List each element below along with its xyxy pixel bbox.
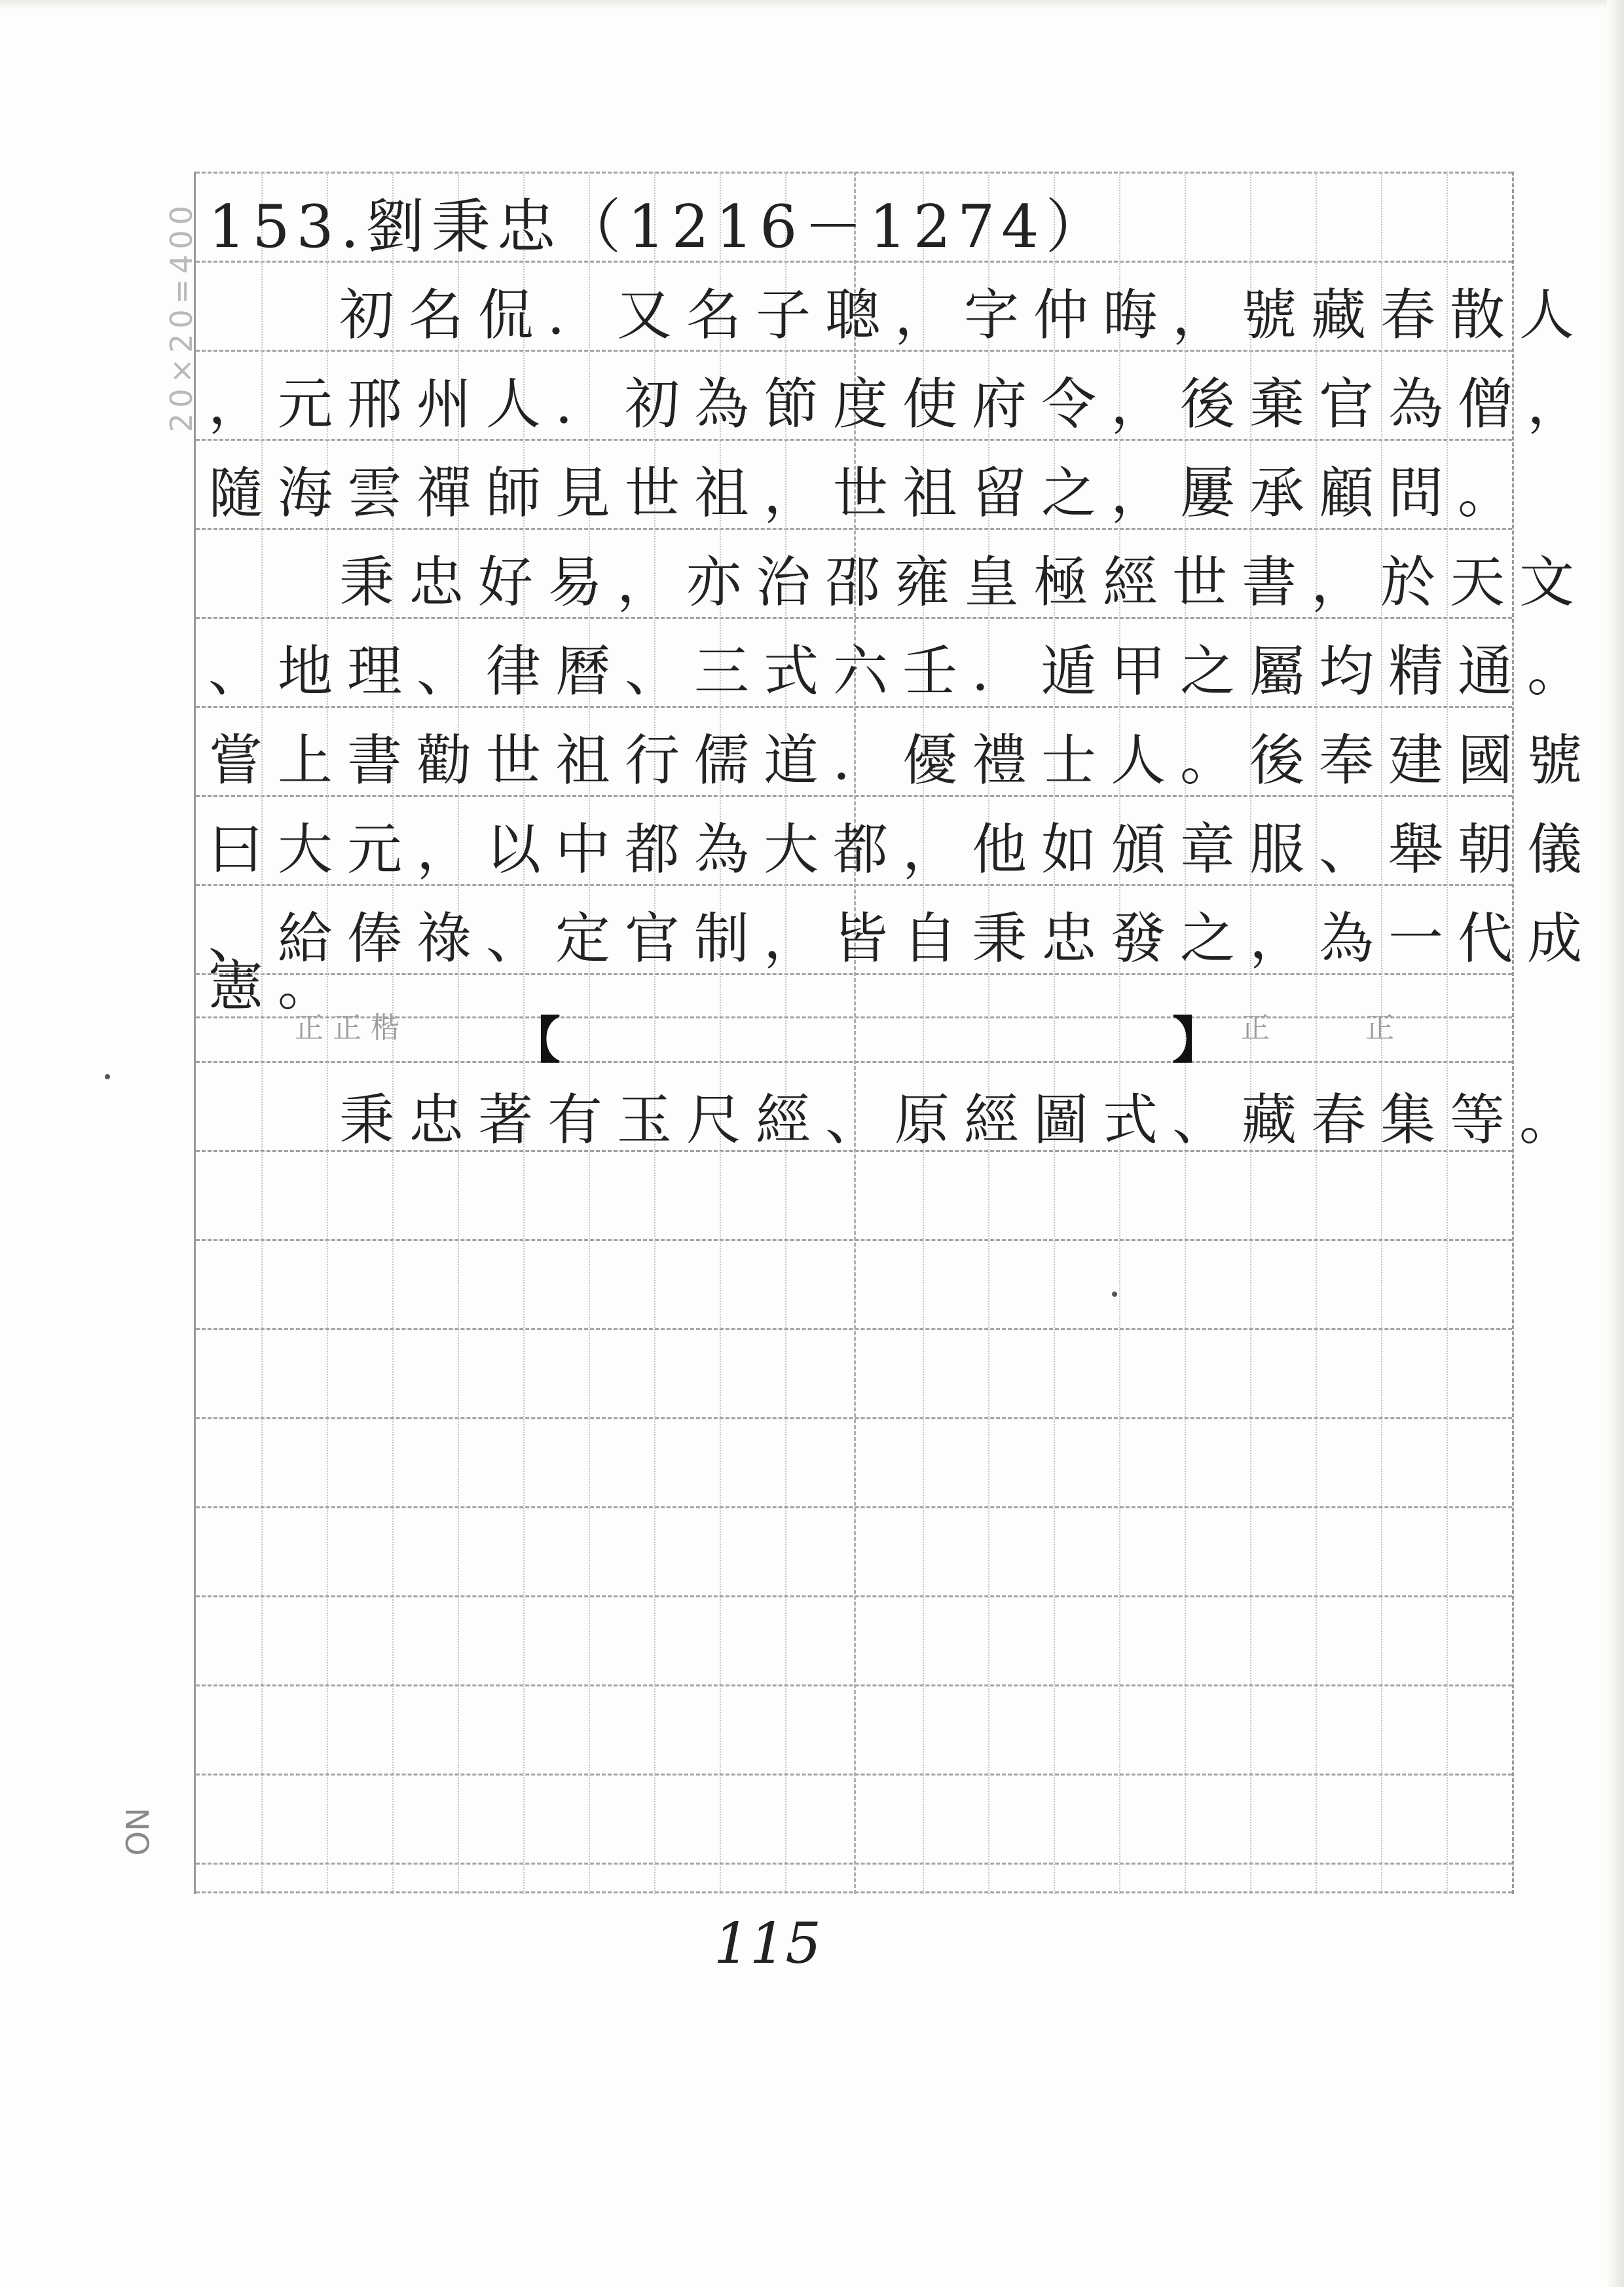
paper-size-code: 20×20=400 xyxy=(164,200,199,432)
text-line-8: 、給俸祿、定官制，皆自秉忠發之，為一代成 xyxy=(208,906,1597,971)
text-line-4: 秉忠好易，亦治邵雍皇極經世書，於天文 xyxy=(339,549,1589,614)
ink-speck xyxy=(1112,1292,1117,1297)
text-line-5: 、地理、律曆、三式六壬．遁甲之屬均精通。 xyxy=(208,639,1597,703)
text-line-3: 隨海雲禪師見世祖，世祖留之，屢承顧問。 xyxy=(208,460,1528,525)
text-line-7: 曰大元，以中都為大都，他如頒章服、舉朝儀 xyxy=(208,817,1597,882)
ink-speck xyxy=(105,1074,110,1079)
scan-edge-right xyxy=(1607,0,1624,2287)
bracket-row-right-note-1: 正 xyxy=(1241,1011,1270,1045)
text-line-1: 初名侃．又名子聰，字仲晦，號藏春散人 xyxy=(339,282,1589,347)
text-line-2: ，元邢州人．初為節度使府令，後棄官為僧， xyxy=(208,371,1597,436)
bracket-row-left-note: 正 正 楷 xyxy=(295,1011,399,1045)
closing-line: 秉忠著有玉尺經、原經圖式、藏春集等。 xyxy=(339,1087,1589,1152)
bracket-row-right-note-2: 正 xyxy=(1365,1011,1394,1045)
entry-title: 153.劉秉忠（1216－1274） xyxy=(208,193,1111,261)
close-bracket: 】 xyxy=(1172,1011,1222,1069)
sheet-number-label: NO xyxy=(118,1808,155,1856)
open-bracket: 【 xyxy=(511,1011,561,1069)
text-line-9: 憲。 xyxy=(208,953,348,1018)
text-line-6: 嘗上書勸世祖行儒道．優禮士人。後奉建國號 xyxy=(208,728,1597,792)
scan-edge-top xyxy=(0,0,1624,9)
page-number: 115 xyxy=(714,1911,822,1977)
